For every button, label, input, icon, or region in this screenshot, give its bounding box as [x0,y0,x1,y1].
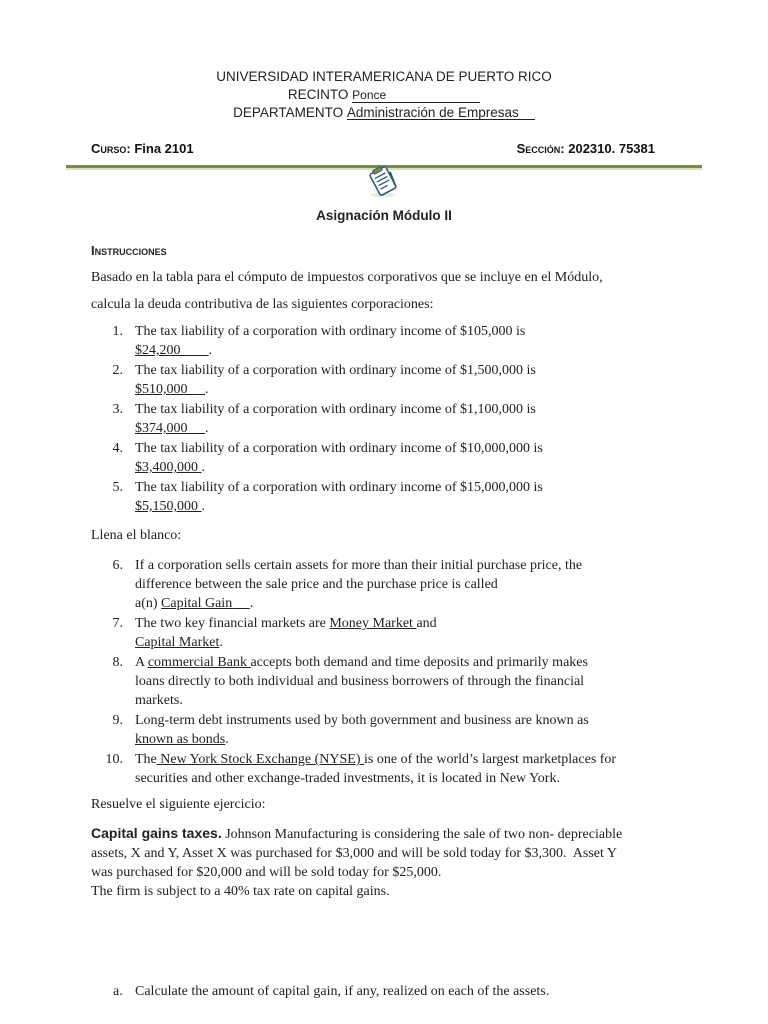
list-item [91,653,691,710]
item-answer: commercial Bank [147,655,251,670]
item-end: . [219,635,223,650]
item-end: . [249,596,254,611]
clipboard-icon [366,164,400,198]
department-value-text: Administración de Empresas [346,105,519,120]
section-label: Sección [516,141,561,156]
item-question: The tax liability of a corporation with ordinary income of $1,500,000 is [135,363,536,378]
list-item [91,478,691,516]
fill-heading: Llena el blanco: [91,528,182,543]
exercise-line: was purchased for $20,000 and will be sold today for $25,000. [91,865,442,880]
item-answer [135,421,205,436]
item-text [135,439,695,477]
item-prefix: A [135,655,148,670]
item-answer-blank [181,343,209,358]
recinto-label: RECINTO [287,87,349,102]
item-question: The tax liability of a corporation with ordinary income of $10,000,000 is [135,441,543,456]
item-end: . [201,460,205,475]
item-answer: New York Stock Exchange (NYSE) [156,752,365,767]
page-title: Asignación Módulo II [316,208,452,223]
item-end: . [225,732,229,747]
item-number: 7. [112,616,123,631]
item-answer: known as bonds [135,732,226,747]
recinto-line [0,87,768,103]
exercise-heading: Resuelve el siguiente ejercicio: [91,797,266,812]
item-line: difference between the sale price and the purchase price is called [135,577,498,592]
list-item [91,614,691,652]
item-prefix: The [135,752,157,767]
item-line: accepts both demand and time deposits and primarily makes [250,655,588,670]
item-line: loans directly to both individual and business borrowers of through the financial [135,674,585,689]
exercise-line: assets, X and Y, Asset X was purchased for $3,000 and will be sold today for $3,300. Asset Y [91,846,617,861]
item-line: securities and other exchange-traded investments, it is located in New York. [135,771,560,786]
item-answer [135,343,209,358]
department-label: DEPARTAMENTO [233,105,344,120]
item-answer-value: $24,200 [135,343,181,358]
item-number: 3. [112,402,123,417]
item-answer-value: $3,400,000 [135,460,198,475]
item-answer [135,499,202,514]
list-item [91,711,691,749]
university-name: UNIVERSIDAD INTERAMERICANA DE PUERTO RICO [216,69,552,84]
sub-question-label: a. [113,984,123,999]
item-number: 8. [112,655,123,670]
item-prefix: The two key financial markets are [135,616,330,631]
item-line: is one of the world’s largest marketplaces for [364,752,617,767]
item-number: 4. [112,441,123,456]
item-end: . [201,499,205,514]
item-line: markets. [135,693,183,708]
item-text [135,556,695,613]
item-text [135,750,695,788]
item-end: . [205,382,209,397]
item-answer-value: $374,000 [135,421,188,436]
item-text [135,653,695,710]
department-line [0,105,768,120]
course-field [91,141,194,156]
item-number: 2. [112,363,123,378]
item-question: The tax liability of a corporation with ordinary income of $15,000,000 is [135,480,543,495]
item-answer-blank [232,596,250,611]
item-text [135,361,695,399]
item-question: The tax liability of a corporation with ordinary income of $105,000 is [135,324,526,339]
course-value: : Fina 2101 [126,141,194,156]
item-answer: Capital Market [135,635,220,650]
instructions-heading: Instrucciones [91,243,167,258]
exercise-line: Johnson Manufacturing is considering the sale of two non- depreciable [221,827,623,842]
item-text [135,322,695,360]
course-label: Curso [91,141,127,156]
item-question: The tax liability of a corporation with ordinary income of $1,100,000 is [135,402,536,417]
item-answer-value: $5,150,000 [135,499,198,514]
section-field [517,141,655,156]
item-answer-blank [188,382,206,397]
item-answer: Money Market [329,616,417,631]
item-answer-blank [188,421,206,436]
instructions-line-1: Basado en la tabla para el cómputo de impuestos corporativos que se incluye en el Módulo, [91,270,603,285]
clipboard-icon-graphic [366,164,400,198]
list-item [91,439,691,477]
item-number: 6. [112,558,123,573]
item-end: . [208,343,212,358]
department-value [347,106,535,120]
item-text [135,400,695,438]
item-mid: and [416,616,437,631]
section-value: : 202310. 75381 [560,141,655,156]
list-item [91,400,691,438]
recinto-value-text: Ponce [352,88,387,102]
item-answer [135,460,202,475]
item-number: 1. [112,324,123,339]
item-number: 5. [112,480,123,495]
list-item [91,361,691,399]
item-line: If a corporation sells certain assets for more than their initial purchase price, the [135,558,583,573]
item-prefix: a(n) [135,596,162,611]
exercise-line: The firm is subject to a 40% tax rate on capital gains. [91,884,390,899]
item-end: . [205,421,209,436]
list-item [91,556,691,613]
item-number: 10. [105,752,123,767]
list-item [91,750,691,788]
item-answer [135,382,205,397]
list-item [91,322,691,360]
item-line: Long-term debt instruments used by both government and business are known as [135,713,589,728]
exercise-title: Capital gains taxes. [91,825,222,841]
item-text [135,614,695,652]
item-text [135,711,695,749]
exercise-paragraph [91,824,681,901]
item-answer-value: Capital Gain [161,596,233,611]
sub-question-text: Calculate the amount of capital gain, if any, realized on each of the assets. [135,984,550,999]
item-answer [161,596,250,611]
instructions-line-2: calcula la deuda contributiva de las siguientes corporaciones: [91,297,434,312]
item-number: 9. [112,713,123,728]
recinto-value [352,89,480,103]
item-answer-value: $510,000 [135,382,188,397]
item-text [135,478,695,516]
